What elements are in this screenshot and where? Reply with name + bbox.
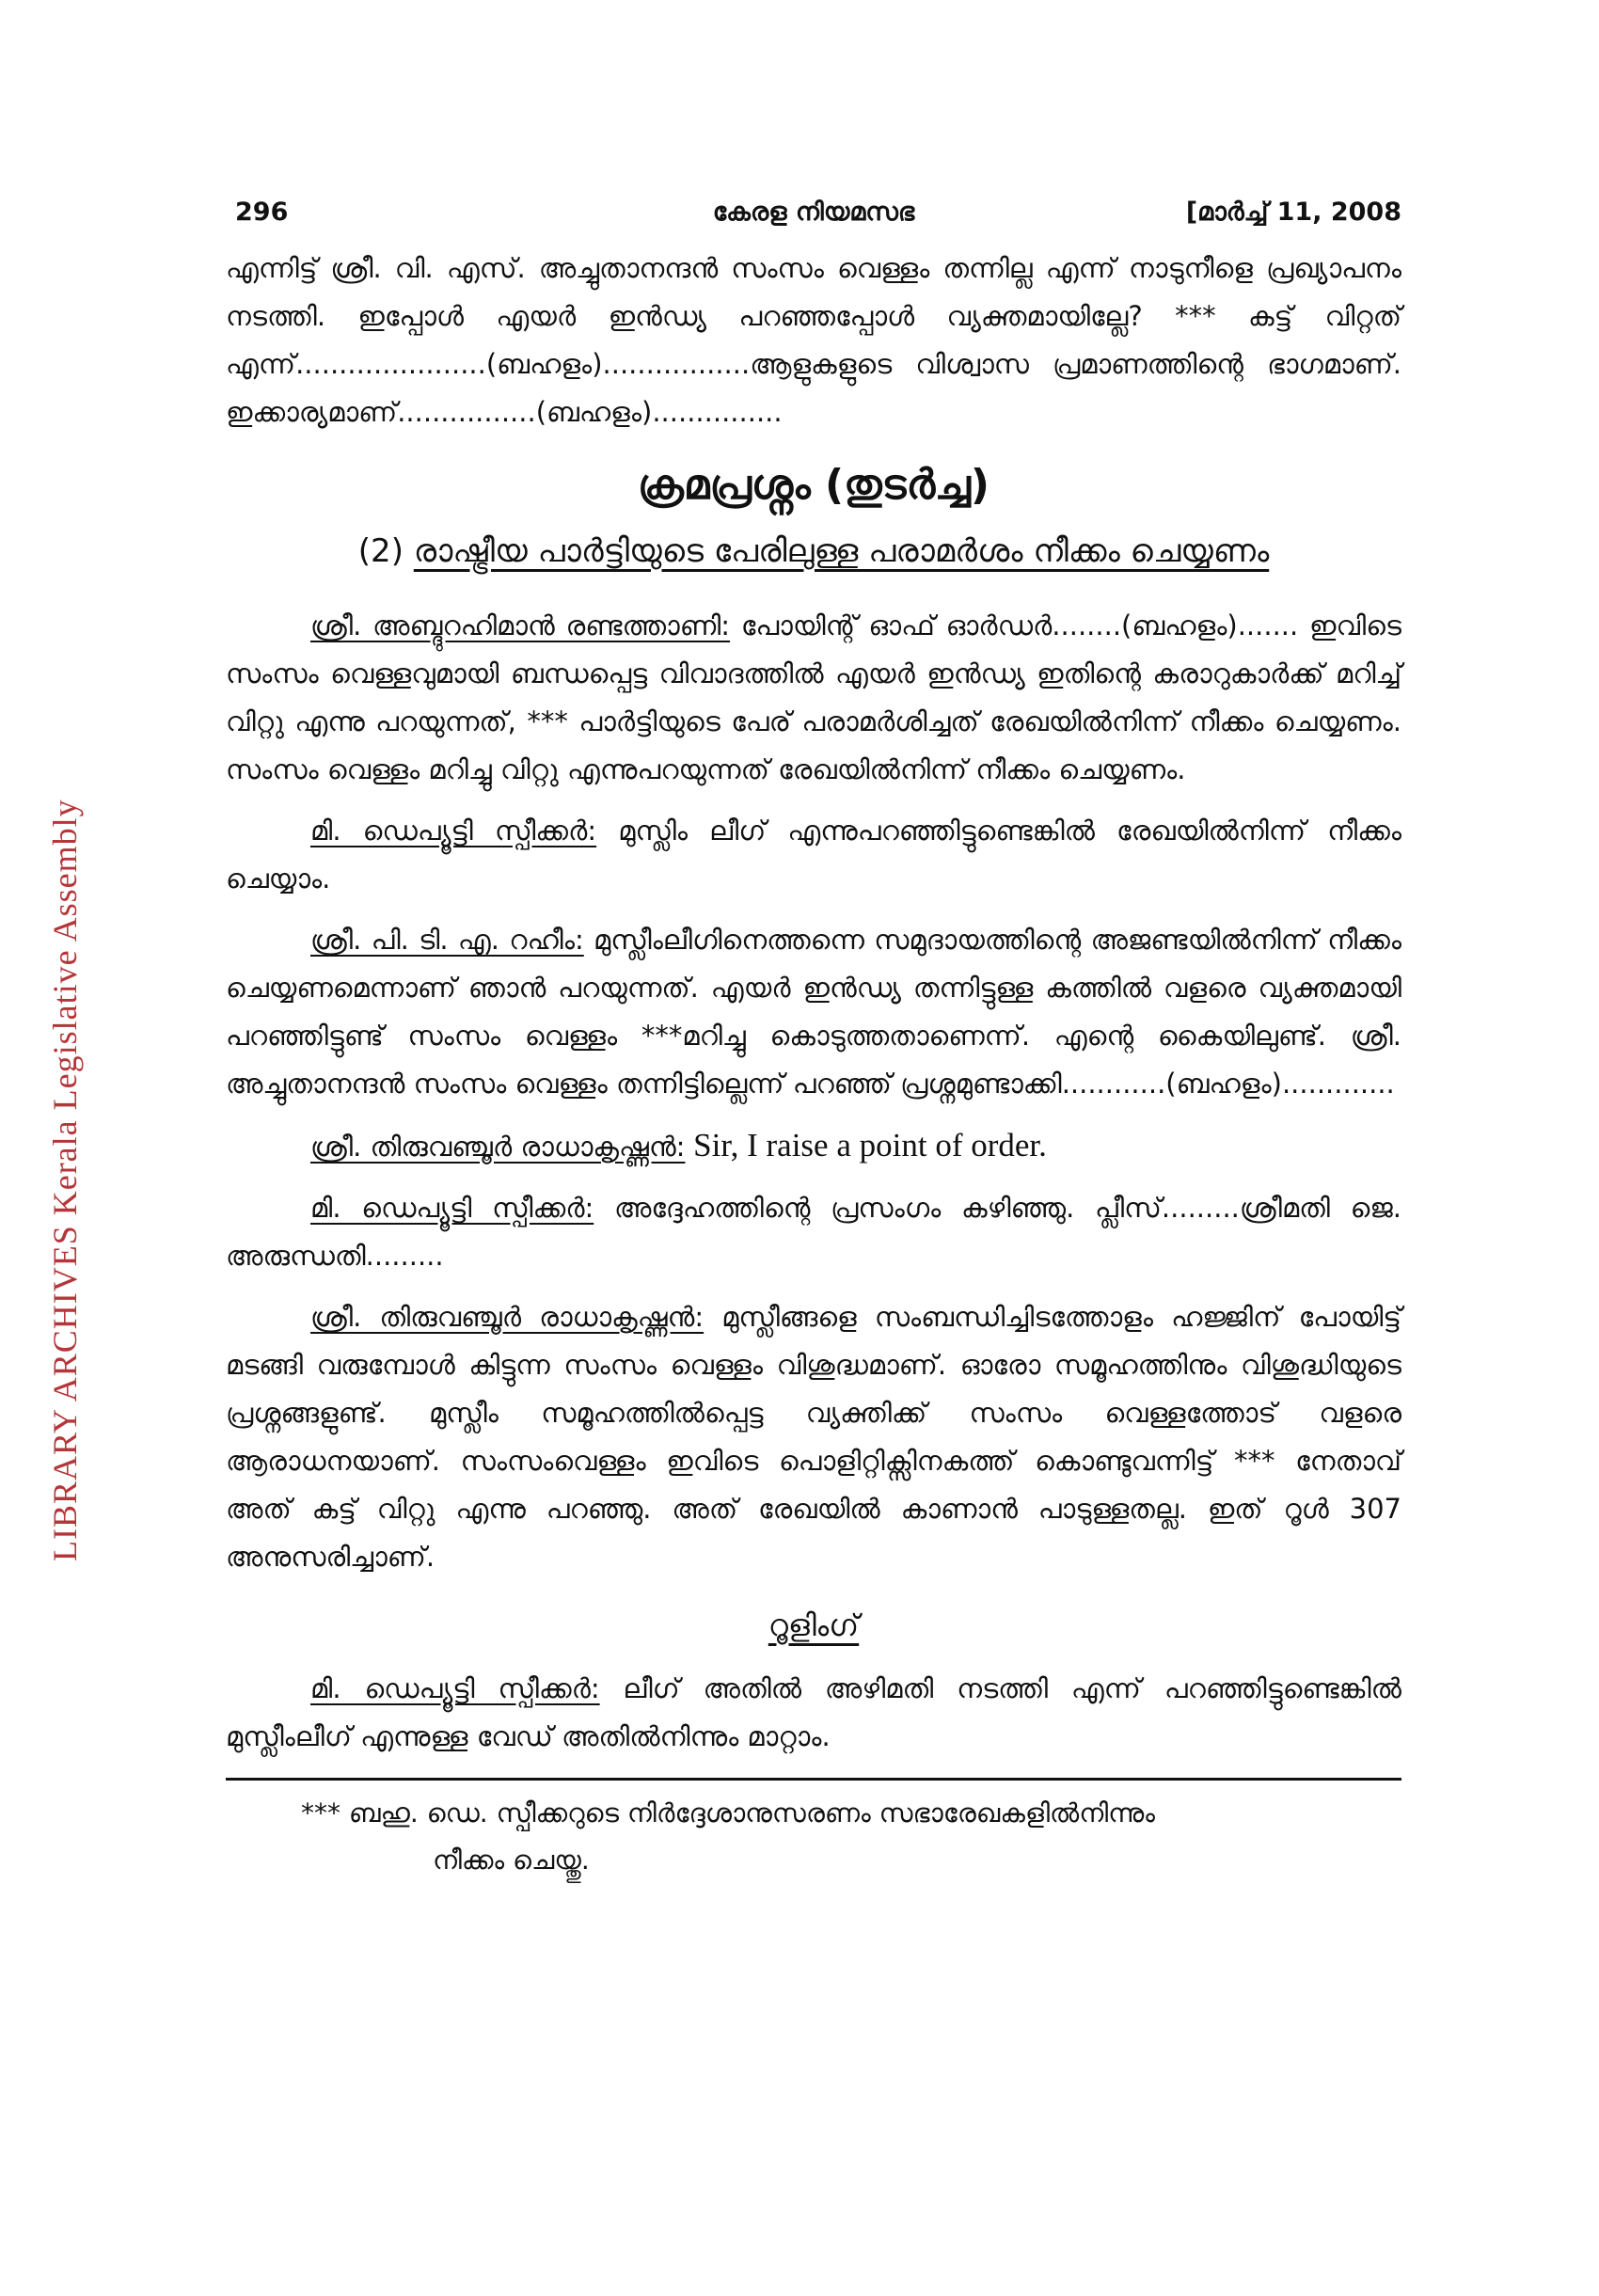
speech-text: മുസ്ലീങ്ങളെ സംബന്ധിച്ചിടത്തോളം ഹജ്ജിന് പോയിട്ട് മടങ്ങി വരുമ്പോൾ കിട്ടുന്ന സംസം വെള്ളം വിശുദ്ധമാണ്. ഓരോ സമൂഹത്തിനും വിശുദ്ധിയുടെ പ്രശ്നങ്ങളുണ്ട്. മുസ്ലീം സമൂഹത്തിൽപ്പെട്ട വ്യക്തിക്ക് സംസം വെള്ളത്തോട് വളരെ ആരാധനയാണ്. സംസംവെള്ളം ഇവിടെ പൊളിറ്റിക്സിനകത്ത് കൊണ്ടുവന്നിട്ട് *** നേതാവ് അത് കട്ട് വിറ്റു എന്നു പറഞ്ഞു. അത് രേഖയിൽ കാണാൻ പാടുള്ളതല്ല. ഇത് റൂൾ 307 അനുസരിച്ചാണ്. — [226, 1301, 1402, 1573]
speaker-name: മി. ഡെപ്യൂട്ടി സ്പീക്കർ: — [310, 1192, 594, 1224]
speaker-name: ശ്രീ. തിരുവഞ്ചൂർ രാധാകൃഷ്ണൻ: — [310, 1301, 705, 1333]
running-title: കേരള നിയമസഭ — [712, 198, 915, 227]
speaker-name: ശ്രീ. പി. ടി. എ. റഹീം: — [310, 924, 584, 956]
speech-text: അദ്ദേഹത്തിന്റെ പ്രസംഗം കഴിഞ്ഞു. പ്ലീസ്.........ശ്രീമതി ജെ. അരുന്ധതി......... — [226, 1192, 1401, 1272]
speaker-name: മി. ഡെപ്യൂട്ടി സ്പീക്കർ: — [310, 1672, 600, 1704]
page-number: 296 — [235, 198, 289, 227]
speech-paragraph — [226, 1293, 1401, 1581]
subsection-heading — [226, 528, 1401, 576]
speech-paragraph — [226, 602, 1401, 794]
speech-text: മുസ്ലിം ലീഗ് എന്നുപറഞ്ഞിട്ടുണ്ടെങ്കിൽ രേഖയിൽനിന്ന് നീക്കം ചെയ്യാം. — [226, 815, 1401, 895]
footnote-line: നീക്കം ചെയ്തു. — [433, 1845, 590, 1876]
speech-paragraph — [226, 807, 1401, 903]
ruling-heading: റൂളിംഗ് — [768, 1607, 860, 1643]
speech-text: Sir, I raise a point of order. — [685, 1127, 1047, 1164]
page-header — [226, 188, 1401, 245]
subsection-title: രാഷ്ട്രീയ പാർട്ടിയുടെ പേരിലുള്ള പരാമർശം നീക്കം ചെയ്യണം — [413, 532, 1270, 570]
ruling-text: ലീഗ് അതിൽ അഴിമതി നടത്തി എന്ന് പറഞ്ഞിട്ടുണ്ടെങ്കിൽ മുസ്ലീംലീഗ് എന്നുള്ള വേഡ് അതിൽനിന്നും മാറ്റാം. — [226, 1672, 1401, 1752]
footnote-divider — [226, 1778, 1401, 1781]
section-heading: ക്രമപ്രശ്നം (തുടർച്ച) — [637, 461, 989, 509]
speaker-name: ശ്രീ. അബ്ദുറഹിമാൻ രണ്ടത്താണി: — [310, 610, 731, 641]
speech-paragraph — [226, 1184, 1401, 1280]
speech-text: മുസ്ലീംലീഗിനെത്തന്നെ സമുദായത്തിന്റെ അജണ്ടയിൽനിന്ന് നീക്കം ചെയ്യണമെന്നാണ് ഞാൻ പറയുന്നത്. എയർ ഇൻഡ്യ തന്നിട്ടുള്ള കത്തിൽ വളരെ വ്യക്തമായി പറഞ്ഞിട്ടുണ്ട് സംസം വെള്ളം ***മറിച്ചു കൊടുത്തതാണെന്ന്. എന്റെ കൈയിലുണ്ട്. ശ്രീ. അച്ചുതാനന്ദൻ സംസം വെള്ളം തന്നിട്ടില്ലെന്ന് പറഞ്ഞ് പ്രശ്നമുണ്ടാക്കി............(ബഹളം)............. — [226, 924, 1401, 1100]
archive-watermark: LIBRARY ARCHIVES Kerala Legislative Assembly — [46, 799, 84, 1561]
document-page — [226, 188, 1401, 1884]
intro-paragraph: എന്നിട്ട് ശ്രീ. വി. എസ്. അച്ചുതാനന്ദൻ സംസം വെള്ളം തന്നില്ല എന്ന് നാടുനീളെ പ്രഖ്യാപനം നടത്തി. ഇപ്പോൾ എയർ ഇൻഡ്യ പറഞ്ഞപ്പോൾ വ്യക്തമായില്ലേ? *** കട്ട് വിറ്റത് എന്ന്......................(ബഹളം).................ആളുകളുടെ വിശ്വാസ പ്രമാണത്തിന്റെ ഭാഗമാണ്. ഇക്കാര്യമാണ്................(ബഹളം)............... — [226, 252, 1401, 428]
speech-text: പോയിന്റ് ഓഫ് ഓർഡർ........(ബഹളം)....... ഇവിടെ സംസം വെള്ളവുമായി ബന്ധപ്പെട്ട വിവാദത്തിൽ എയർ ഇൻഡ്യ ഇതിന്റെ കരാറുകാർക്ക് മറിച്ച് വിറ്റു എന്നു പറയുന്നത്, *** പാർട്ടിയുടെ പേര് പരാമർശിച്ചത് രേഖയിൽനിന്ന് നീക്കം ചെയ്യണം. സംസം വെള്ളം മറിച്ചു വിറ്റു എന്നുപറയുന്നത് രേഖയിൽനിന്ന് നീക്കം ചെയ്യണം. — [226, 610, 1401, 785]
subsection-number: (2) — [357, 532, 404, 570]
header-date: [മാർച്ച് 11, 2008 — [1185, 198, 1401, 227]
speech-paragraph — [226, 1121, 1401, 1171]
speaker-name: ശ്രീ. തിരുവഞ്ചൂർ രാധാകൃഷ്ണൻ: — [310, 1131, 686, 1163]
speech-paragraph — [226, 916, 1401, 1108]
ruling-paragraph — [226, 1665, 1401, 1761]
footnote — [226, 1790, 1401, 1884]
speaker-name: മി. ഡെപ്യൂട്ടി സ്പീക്കർ: — [310, 815, 597, 847]
footnote-line: *** ബഹു. ഡെ. സ്പീക്കറുടെ നിർദ്ദേശാനുസരണം സഭാരേഖകളിൽനിന്നും — [301, 1797, 1156, 1829]
